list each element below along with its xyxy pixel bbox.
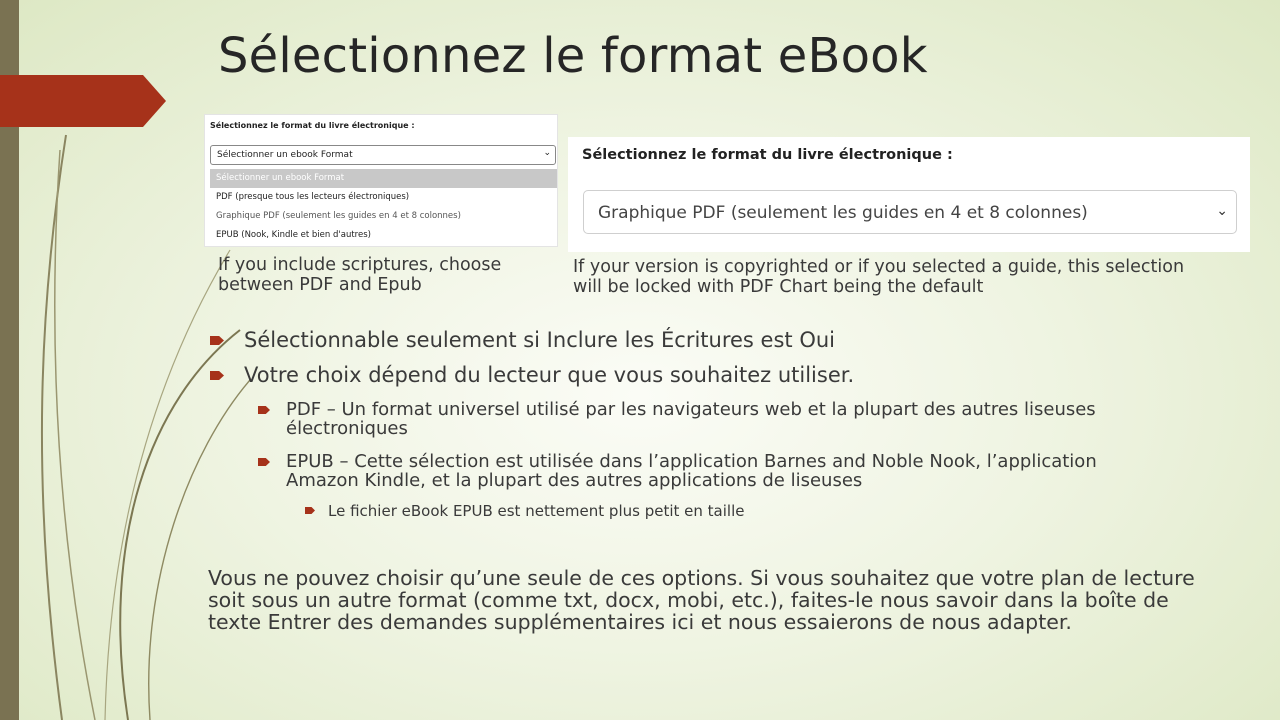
ebook-format-screenshot-small [204,114,558,247]
bullet-arrow-icon [305,507,315,514]
format-option[interactable]: Graphique PDF (seulement les guides en 4 et 8 colonnes) [216,211,461,221]
chevron-down-icon: ⌄ [543,148,551,158]
caption-right: If your version is copyrighted or if you selected a guide, this selection will be locked with PDF Chart being the default [573,257,1185,297]
bullet-arrow-icon [210,336,224,345]
bullet-arrow-icon [210,371,224,380]
closing-paragraph: Vous ne pouvez choisir qu’une seule de ces options. Si vous souhaitez que votre plan de lecture soit sous un autre format (comme txt, docx, mobi, etc.), faites-le nous savoir dans la boîte de texte Entrer des demandes supplémentaires ici et nous essaierons de nous adapter. [208,566,1195,634]
format-select-value: Sélectionner un ebook Format [217,150,353,160]
accent-arrow [0,75,166,127]
format-options-list [210,169,557,245]
format-option[interactable]: EPUB (Nook, Kindle et bien d'autres) [216,230,371,240]
format-label: Sélectionnez le format du livre électronique : [210,121,415,130]
bullet-item: Votre choix dépend du lecteur que vous souhaitez utiliser. [210,363,1170,387]
sub-sub-bullet-item: Le fichier eBook EPUB est nettement plus petit en taille [305,502,1005,520]
bullet-arrow-icon [258,406,270,414]
chevron-down-icon: ⌄ [1216,203,1228,219]
format-option[interactable]: PDF (presque tous les lecteurs électroniques) [216,192,410,202]
bullet-item: Sélectionnable seulement si Inclure les Écritures est Oui [210,328,1170,352]
format-label: Sélectionnez le format du livre électronique : [582,147,953,163]
format-select[interactable] [583,190,1237,234]
caption-left: If you include scriptures, choose between PDF and Epub [218,255,502,295]
format-select-value: Graphique PDF (seulement les guides en 4 et 8 colonnes) [598,203,1088,223]
format-select[interactable] [210,145,556,165]
sub-bullet-item: EPUB – Cette sélection est utilisée dans l’application Barnes and Noble Nook, l’application Amazon Kindle, et la plupart des autres applications de liseuses [258,452,1158,490]
bullet-arrow-icon [258,458,270,466]
sub-bullet-item: PDF – Un format universel utilisé par les navigateurs web et la plupart des autres liseuses électroniques [258,400,1158,438]
slide-title: Sélectionnez le format eBook [218,28,928,84]
format-option[interactable]: Sélectionner un ebook Format [210,169,557,188]
ebook-format-screenshot-large [568,137,1250,252]
